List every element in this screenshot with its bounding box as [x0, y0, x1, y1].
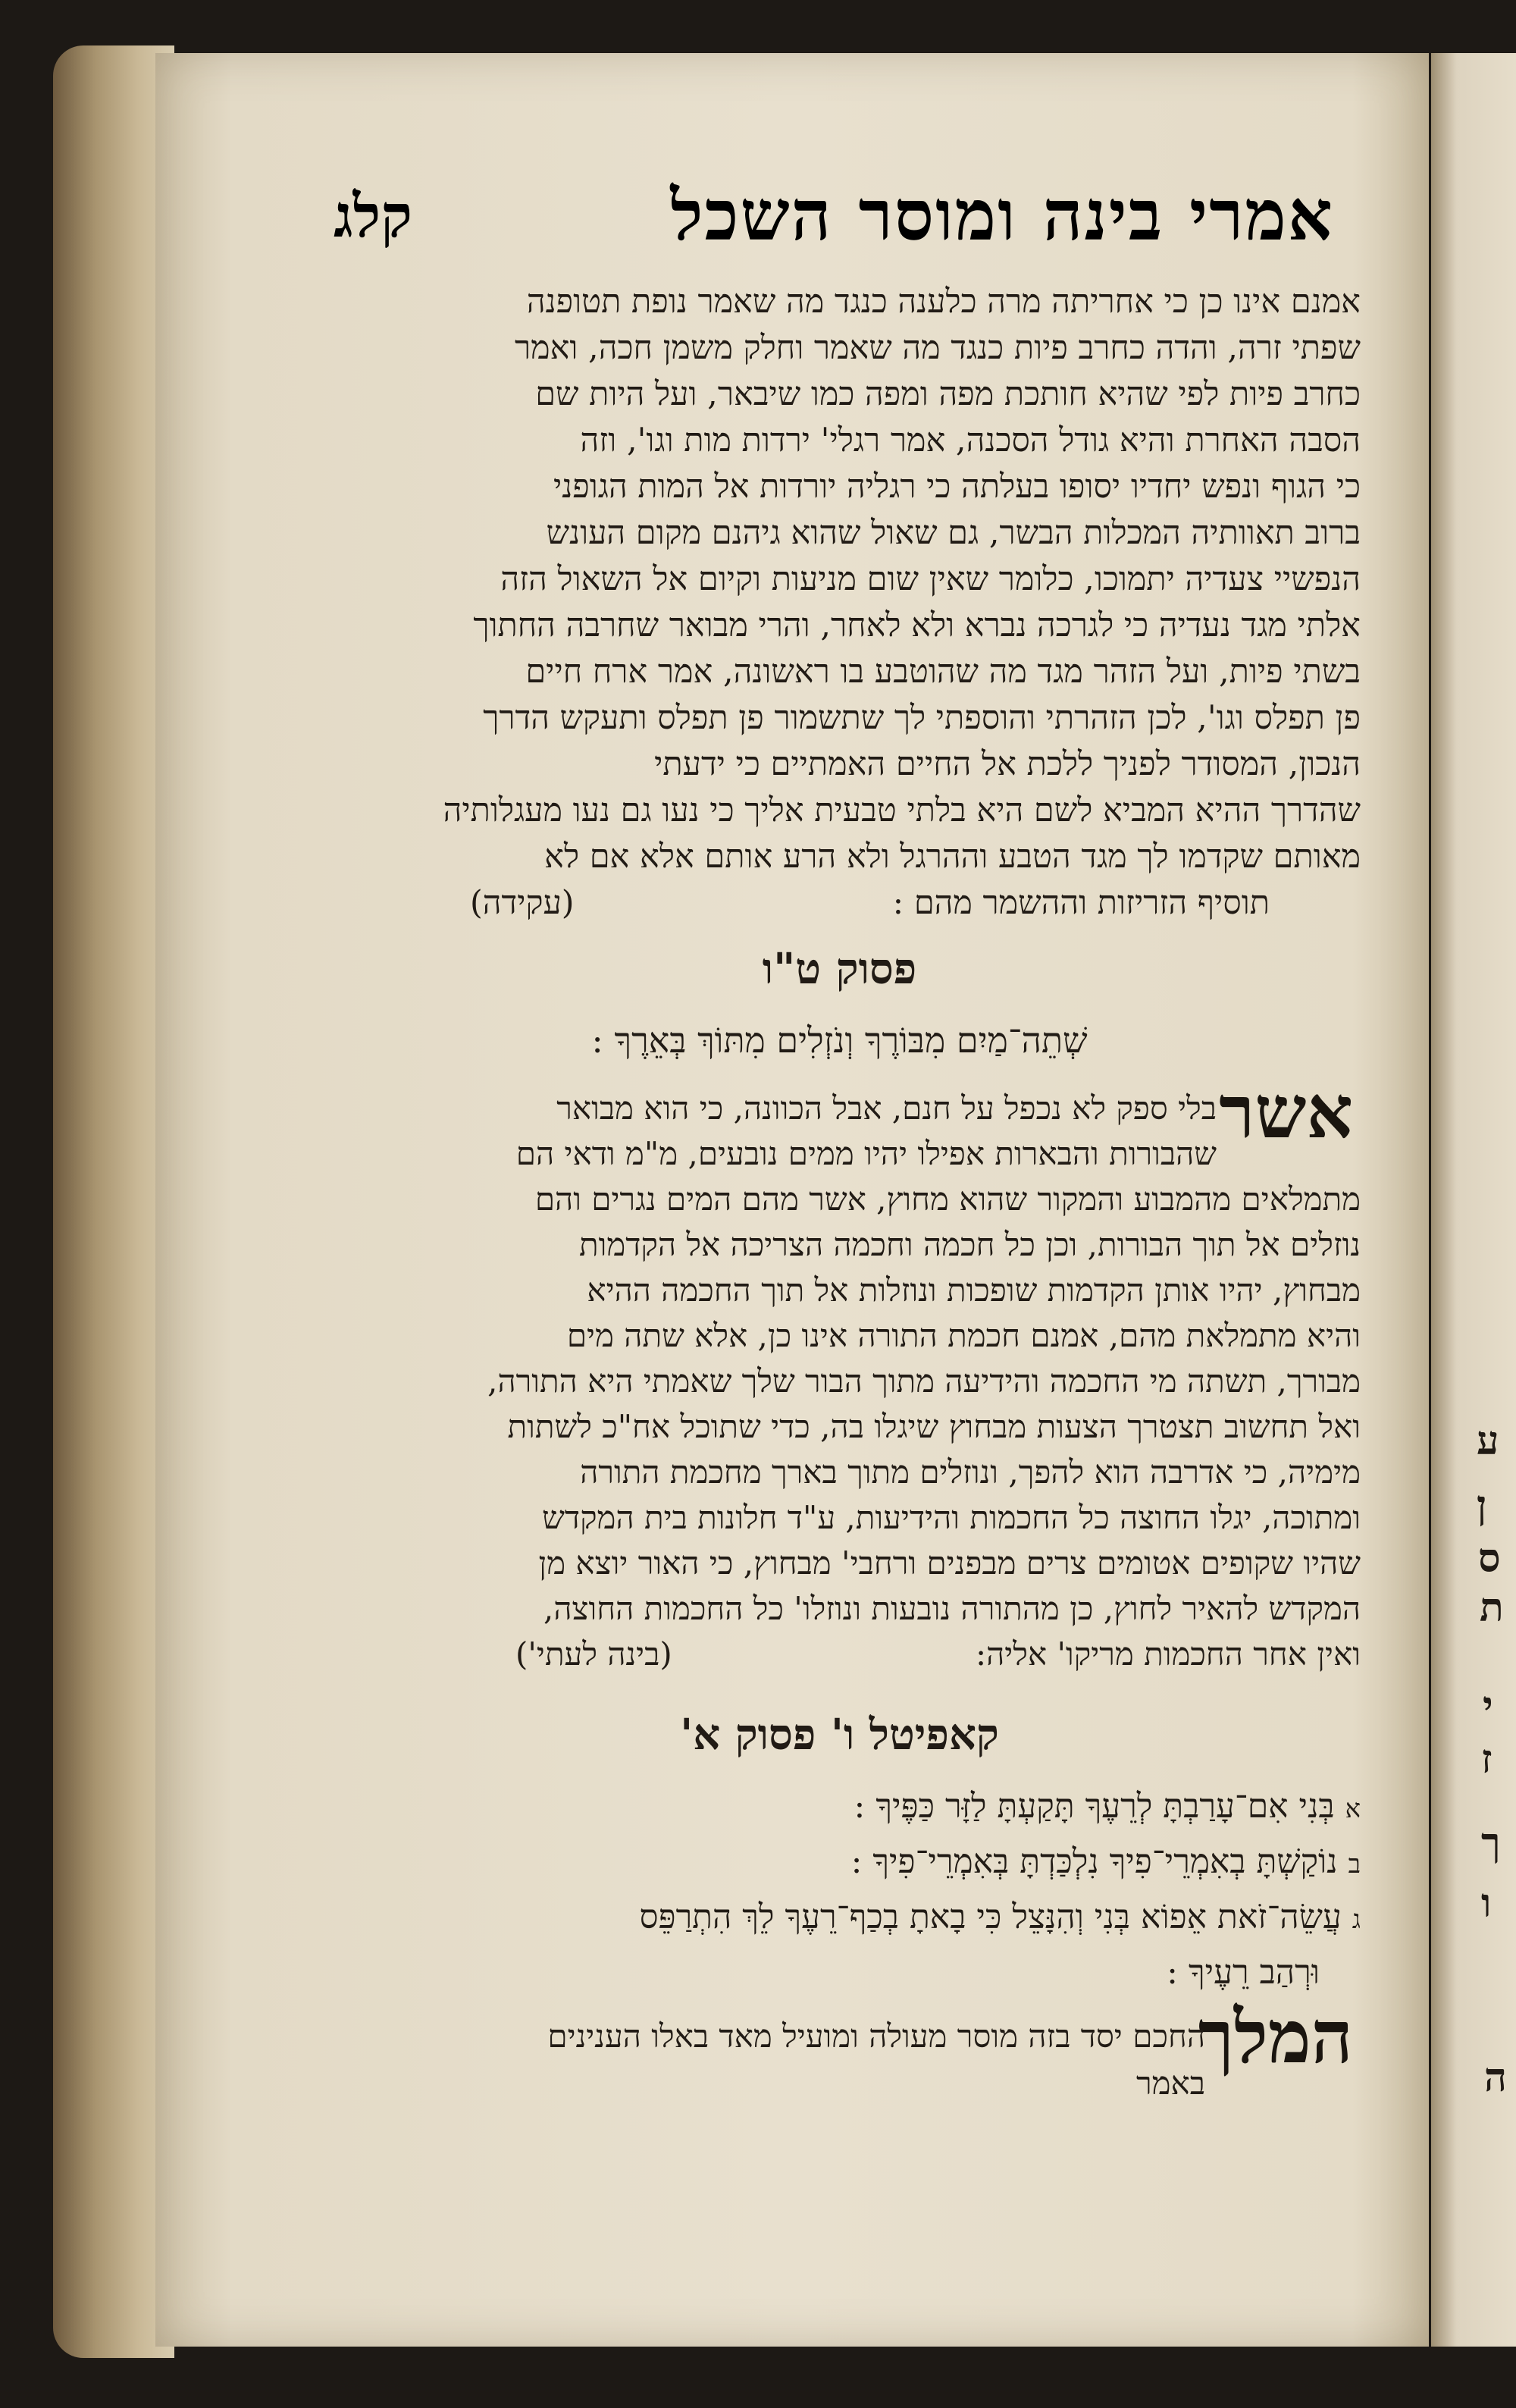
facing-page-glyph: ע [1477, 1418, 1499, 1464]
section-heading-chapter-6: קאפיטל ו' פסוק א' [680, 1710, 999, 1760]
commentary-paragraph-2 [318, 1086, 1361, 1677]
text-line: נוזלים אל תוך הבורות, וכן כל חכמה וחכמה הצריכה אל הקדמות [578, 1226, 1361, 1263]
verse-number: א [1345, 1794, 1361, 1824]
text-line: מתמלאים מהמבוע והמקור שהוא מחוץ, אשר מהם המים נגרים והם [534, 1180, 1361, 1218]
text-line: הנפשיי צעדיה יתמוכו, כלומר שאין שום מניעות וקיום אל השאול הזה [500, 560, 1361, 598]
verse-text: בְּנִי אִם־עָרַבְתָּ לְרֵעֶךָ תָּקַעְתָּ לַזָּר כַּפֶּיךָ : [854, 1787, 1335, 1826]
verse-line [318, 1780, 1361, 1836]
text-line: כי הגוף ונפש יחדיו יסופו בעלתה כי רגליה יורדות אל המות הגופני [553, 468, 1361, 506]
verse-text: נוֹקַשְׁתָּ בְאִמְרֵי־פִיךָ נִלְכַּדְתָּ בְּאִמְרֵי־פִיךָ : [850, 1842, 1338, 1881]
text-line: שהיו שקופים אטומים צרים מבפנים ורחבי' מבחוץ, כי האור יוצא מן [538, 1544, 1361, 1582]
section-heading-verse-15: פסוק ט"ו [762, 944, 917, 994]
text-line: מבורך, תשתה מי החכמה והידיעה מתוך הבור שלך שאמתי היא התורה, [487, 1362, 1361, 1400]
text-line: הסבה האחרת והיא גודל הסכנה, אמר רגלי' ירדות מות וגו', וזה [580, 422, 1361, 459]
facing-page-glyph: ך [1481, 1820, 1501, 1866]
verse-number: ג [1352, 1905, 1361, 1935]
text-line: שהדרך ההיא המביא לשם היא בלתי טבעית אליך כי נעו גם נעו מעגלותיה [443, 792, 1361, 829]
text-line: תוסיף הזריזות וההשמר מהם : [892, 884, 1270, 922]
facing-page-glyph: ו [1481, 1880, 1492, 1927]
text-line: בלי ספק לא נכפל על חנם, אבל הכוונה, כי הוא מבואר [556, 1090, 1217, 1127]
text-line: ומתוכה, יגלו החוצה כל החכמות והידיעות, ע"ד חלונות בית המקדש [542, 1499, 1361, 1536]
verse-15-text: שְׁתֵה־מַיִם מִבּוֹרֶךָ וְנֹזְלִים מִתּוֹךְ בְּאֵרֶךָ : [591, 1020, 1088, 1061]
verse-text: וּרְהַב רֵעֶיךָ : [1167, 1953, 1320, 1992]
text-line: ואל תחשוב תצטרך הצעות מבחוץ שיגלו בה, כדי שתוכל אח"כ לשתות [507, 1408, 1361, 1445]
text-line: כחרב פיות לפי שהיא חותכת מפה ומפה כמו שיבאר, ועל היות שם [535, 375, 1361, 413]
text-line: ברוב תאוותיה המכלות הבשר, גם שאול שהוא גיהנם מקום העונש [546, 514, 1361, 552]
verse-line [318, 1891, 1361, 1946]
facing-page-glyph: ס [1478, 1535, 1501, 1582]
running-head-title: אמרי בינה ומוסר השכל [670, 174, 1334, 256]
facing-page-glyph: ת [1480, 1585, 1504, 1631]
facing-page-glyph: ן [1477, 1482, 1487, 1529]
facing-page-glyph: י [1483, 1683, 1493, 1729]
text-line: החכם יסד בזה מוסר מעולה ומועיל מאד באלו הענינים [547, 2018, 1205, 2055]
verse-line [318, 1946, 1330, 2002]
text-line: מאותם שקדמו לך מגד הטבע וההרגל ולא הרע אותם אלא אם לא [544, 838, 1361, 876]
source-attribution: (עקידה) [470, 884, 575, 922]
text-line: בשתי פיות, ועל הזהר מגד מה שהוטבע בו ראשונה, אמר ארח חיים [525, 653, 1361, 691]
text-line: שפתי זרה, והדה כחרב פיות כנגד מה שאמר וחלק משמן חכה, ואמר [514, 329, 1361, 367]
verse-number: ב [1348, 1849, 1361, 1880]
chapter-6-verses [318, 1780, 1361, 2002]
facing-page-strip [1431, 53, 1516, 2347]
text-line: והיא מתמלאת מהם, אמנם חכמת התורה אינו כן, אלא שתה מים [566, 1317, 1361, 1354]
text-line: אמנם אינו כן כי אחריתה מרה כלענה כנגד מה שאמר נופת תטופנה [526, 283, 1361, 321]
text-line: אלתי מגד נעדיה כי לגרכה נברא ולא לאחר, והרי מבואר שחרבה החתוך [473, 607, 1361, 644]
commentary-paragraph-1 [318, 279, 1361, 927]
text-line: מבחוץ, יהיו אותן הקדמות שופכות ונוזלות אל תוך החכמה ההיא [587, 1271, 1361, 1309]
page-number: קלג [334, 182, 412, 251]
text-line: הנכון, המסודר לפניך ללכת אל החיים האמתיים כי ידעתי [654, 745, 1361, 783]
facing-page-glyph: ז [1481, 1736, 1493, 1782]
verse-line [318, 1836, 1361, 1891]
commentary-paragraph-3 [318, 2013, 1205, 2107]
dropcap-word: המלך [1198, 1994, 1353, 2080]
dropcap-word: אשר [1219, 1069, 1353, 1155]
text-line: המקדש להאיר לחוץ, כן מהתורה נובעות ונוזלו' כל החכמות החוצה, [543, 1590, 1361, 1627]
text-line: שהבורות והבארות אפילו יהיו ממים נובעים, מ"מ ודאי הם [515, 1135, 1217, 1172]
closing-line [318, 880, 1361, 927]
text-line: באמר [1136, 2065, 1205, 2102]
closing-line [318, 1632, 1361, 1677]
text-line: ואין אחר החכמות מריקו' אליה: [975, 1635, 1361, 1673]
text-line: מימיה, כי אדרבה הוא להפך, ונוזלים מתוך בארך מחכמת התורה [580, 1453, 1361, 1491]
running-head [334, 174, 1334, 265]
source-attribution: (בינה לעתי') [515, 1635, 672, 1673]
facing-page-glyph: ה [1484, 2055, 1507, 2101]
verse-text: עֲשֵׂה־זֹאת אֵפוֹא בְּנִי וְהִנָּצֵל כִּי בָאתָ בְכַף־רֵעֶךָ לֵךְ הִתְרַפֵּס [639, 1898, 1342, 1936]
text-line: פן תפלס וגו', לכן הזהרתי והוספתי לך שתשמור פן תפלס ותעקש הדרך [483, 699, 1361, 737]
